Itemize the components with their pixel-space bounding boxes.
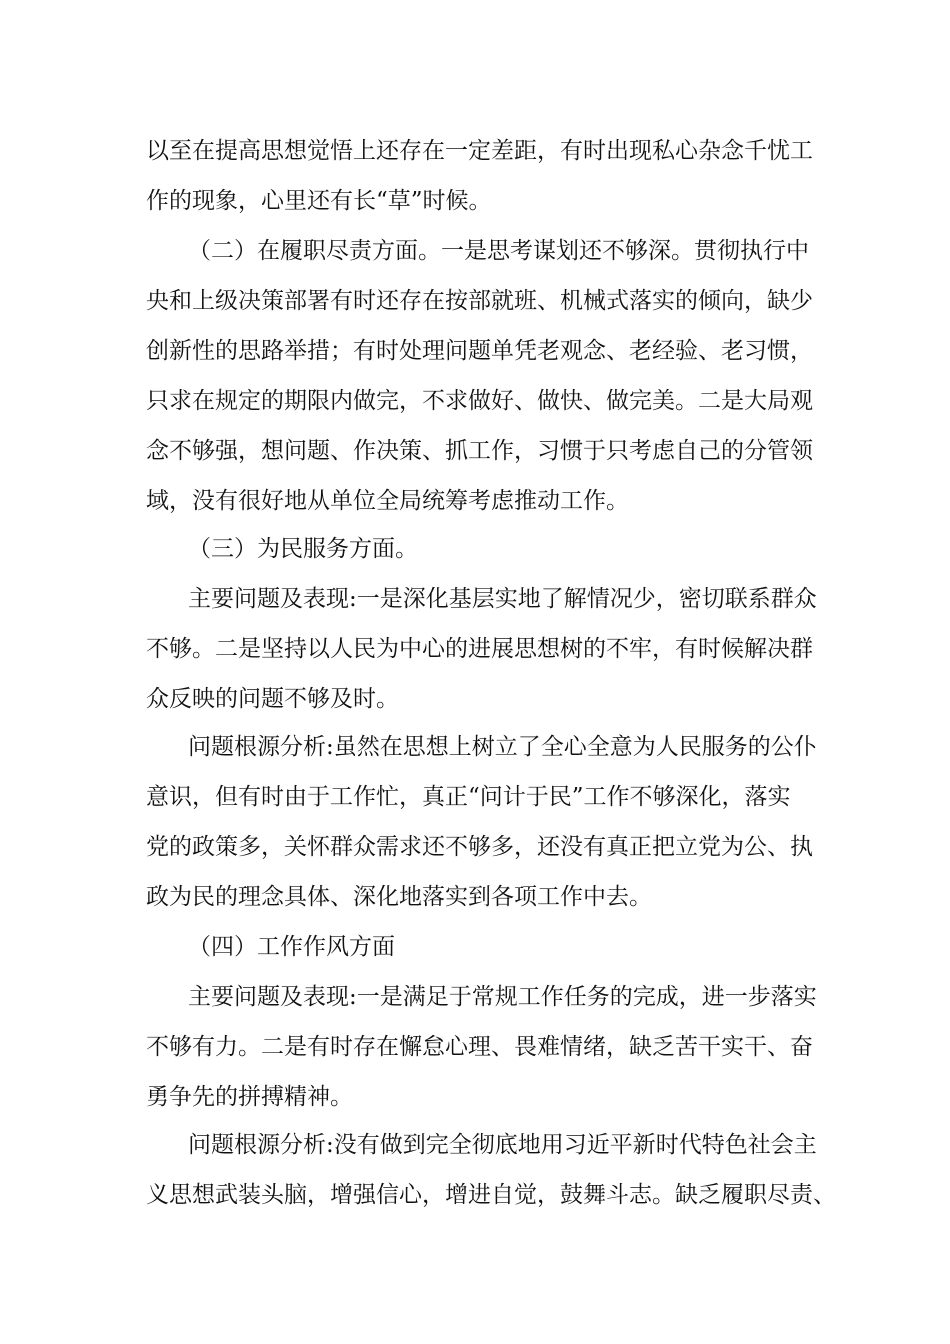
text-line: 不够有力。二是有时存在懈怠心理、畏难情绪，缺乏苦干实干、奋: [146, 1034, 813, 1060]
text-line: 主要问题及表现:一是深化基层实地了解情况少，密切联系群众: [188, 586, 817, 612]
text-line: 主要问题及表现:一是满足于常规工作任务的完成，进一步落实: [188, 984, 817, 1010]
text-line: 义思想武装头脑，增强信心，增进自觉，鼓舞斗志。缺乏履职尽责、: [146, 1182, 836, 1208]
text-line: 党的政策多，关怀群众需求还不够多，还没有真正把立党为公、执: [146, 834, 813, 860]
text-line: 不够。二是坚持以人民为中心的进展思想树的不牢，有时候解决群: [146, 636, 813, 662]
text-line: 央和上级决策部署有时还存在按部就班、机械式落实的倾向，缺少: [146, 288, 813, 314]
text-line: 只求在规定的期限内做完，不求做好、做快、做完美。二是大局观: [146, 388, 813, 414]
text-line: 域，没有很好地从单位全局统筹考虑推动工作。: [146, 488, 629, 514]
text-line: （二）在履职尽责方面。一是思考谋划还不够深。贯彻执行中: [188, 238, 809, 264]
text-line: 问题根源分析:没有做到完全彻底地用习近平新时代特色社会主: [188, 1132, 817, 1158]
text-line: 以至在提高思想觉悟上还存在一定差距，有时出现私心杂念千忧工: [146, 138, 813, 164]
text-line: 问题根源分析:虽然在思想上树立了全心全意为人民服务的公仆: [188, 734, 817, 760]
text-line: 念不够强，想问题、作决策、抓工作，习惯于只考虑自己的分管领: [146, 438, 813, 464]
text-line: 政为民的理念具体、深化地落实到各项工作中去。: [146, 884, 652, 910]
text-line: 意识，但有时由于工作忙，真正“问计于民”工作不够深化，落实: [146, 784, 791, 810]
text-line: 作的现象，心里还有长“草”时候。: [146, 188, 492, 214]
text-line: 创新性的思路举措；有时处理问题单凭老观念、老经验、老习惯，: [146, 338, 813, 364]
section-heading: （四）工作作风方面: [188, 934, 395, 960]
text-line: 众反映的问题不够及时。: [146, 686, 399, 712]
section-heading: （三）为民服务方面。: [188, 536, 418, 562]
text-line: 勇争先的拼搏精神。: [146, 1084, 353, 1110]
